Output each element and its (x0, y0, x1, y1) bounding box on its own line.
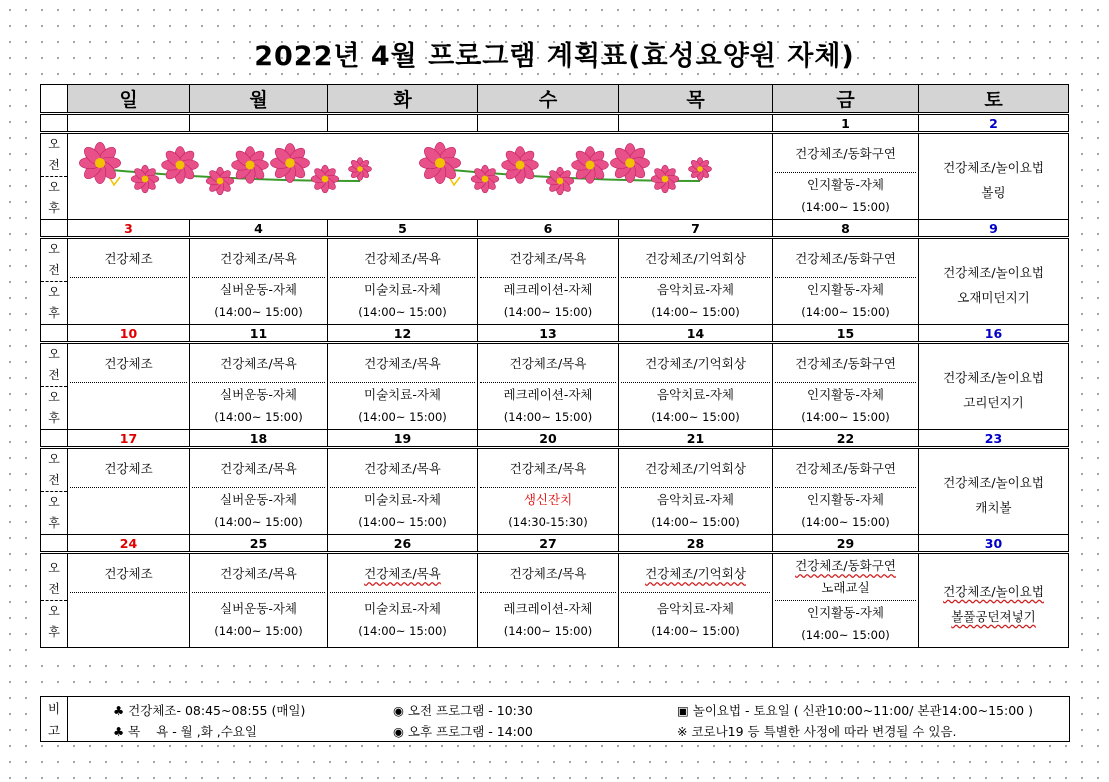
remarks-label-1: 비 (47, 701, 61, 716)
date-cell: 7 (619, 220, 773, 238)
schedule-cell (773, 238, 919, 325)
date-cell: 26 (328, 535, 478, 553)
pm-program: 인지활동-자체 (807, 387, 884, 402)
am-program: 건강체조/목욕 (364, 356, 441, 371)
schedule-cell (619, 343, 773, 430)
side-label: 후 (48, 516, 60, 530)
am-pm-label (41, 448, 68, 535)
pm-program: 레크레이션-자체 (503, 282, 593, 297)
sunday-cell (68, 343, 190, 430)
am-program: 건강체조/기억회상 (645, 566, 746, 581)
side-label: 후 (48, 625, 60, 639)
date-cell: 1 (773, 114, 919, 133)
pm-time: (14:00~ 15:00) (801, 410, 890, 424)
am-pm-label (41, 343, 68, 430)
date-row (41, 114, 1069, 133)
week-row (41, 133, 1069, 220)
am-program-2: 노래교실 (821, 580, 870, 595)
schedule-cell (190, 448, 328, 535)
saturday-cell (919, 238, 1069, 325)
side-label: 전 (41, 579, 67, 601)
pm-time: (14:00~ 15:00) (801, 305, 890, 319)
date-cell: 13 (478, 325, 619, 343)
side-label: 전 (41, 365, 67, 387)
pm-program: 레크레이션-자체 (503, 387, 593, 402)
pm-program: 실버운동-자체 (220, 492, 297, 507)
schedule-cell (190, 553, 328, 648)
note-exercise-time: ♣ 건강체조- 08:45~08:55 (매일) (113, 703, 306, 718)
saturday-cell (919, 133, 1069, 220)
am-pm-label (41, 553, 68, 648)
am-program: 건강체조/동화구연 (795, 251, 896, 266)
pm-program: 인지활동-자체 (807, 177, 884, 192)
schedule-cell (328, 448, 478, 535)
pm-time: (14:00~ 15:00) (358, 410, 447, 424)
page-title: 2022년 4월 프로그램 계획표(효성요양원 자체) (254, 41, 855, 72)
date-cell: 4 (190, 220, 328, 238)
sat-activity: 볼풀공던져넣기 (951, 608, 1036, 624)
note-play-therapy: ▣ 놀이요법 - 토요일 ( 신관10:00~11:00/ 본관14:00~15:00 ) (677, 703, 1033, 718)
note-covid-change: ※ 코로나19 등 특별한 사정에 따라 변경될 수 있음. (677, 724, 957, 739)
am-program: 건강체조/목욕 (509, 566, 587, 581)
am-program: 건강체조/목욕 (509, 461, 587, 476)
am-program: 건강체조/목욕 (220, 461, 297, 476)
calendar-table (40, 84, 1069, 648)
pm-program: 미술치료-자체 (364, 492, 441, 507)
date-cell: 5 (328, 220, 478, 238)
schedule-cell (190, 238, 328, 325)
saturday-cell (919, 343, 1069, 430)
am-program: 건강체조 (70, 344, 187, 383)
pm-time: (14:00~ 15:00) (503, 410, 593, 424)
pm-program: 미술치료-자체 (364, 282, 441, 297)
schedule-cell (478, 553, 619, 648)
side-label: 오 (48, 242, 60, 256)
date-row (41, 535, 1069, 553)
date-cell: 15 (773, 325, 919, 343)
date-cell (68, 114, 190, 133)
side-label: 오 (48, 347, 60, 361)
pm-program: 미술치료-자체 (364, 601, 441, 616)
date-cell: 10 (68, 325, 190, 343)
sat-activity: 오재미던지기 (957, 289, 1030, 305)
am-program: 건강체조/기억회상 (645, 356, 746, 371)
date-row (41, 430, 1069, 448)
schedule-cell (328, 553, 478, 648)
pm-time: (14:00~ 15:00) (801, 200, 890, 214)
week-row (41, 343, 1069, 430)
date-cell: 22 (773, 430, 919, 448)
weeks-body (41, 220, 1069, 648)
schedule-cell (478, 343, 619, 430)
sunday-cell (68, 448, 190, 535)
pm-time: (14:00~ 15:00) (214, 305, 303, 319)
note-pm-program: ◉ 오후 프로그램 - 14:00 (393, 724, 533, 739)
date-row-side (41, 220, 68, 238)
side-label: 오 (48, 137, 60, 151)
schedule-cell (773, 448, 919, 535)
pm-time: (14:00~ 15:00) (801, 515, 890, 529)
pm-program: 음악치료-자체 (657, 387, 734, 402)
weekday-mon: 월 (190, 85, 328, 114)
sat-activity: 볼링 (981, 184, 1006, 200)
weekday-sun: 일 (68, 85, 190, 114)
saturday-cell (919, 553, 1069, 648)
am-pm-label (41, 238, 68, 325)
side-label: 후 (48, 201, 60, 215)
sat-program: 건강체조/놀이요법 (943, 583, 1044, 599)
weekday-wed: 수 (478, 85, 619, 114)
note-am-program: ◉ 오전 프로그램 - 10:30 (393, 703, 533, 718)
am-program: 건강체조/동화구연 (795, 461, 896, 476)
sunday-cell (68, 553, 190, 648)
am-program: 건강체조/기억회상 (645, 251, 746, 266)
remarks-box (40, 696, 1070, 742)
schedule-cell (619, 238, 773, 325)
date-cell: 9 (919, 220, 1069, 238)
pm-time: (14:00~ 15:00) (214, 515, 303, 529)
date-cell: 21 (619, 430, 773, 448)
flower-decoration-cell (68, 133, 773, 220)
date-cell (190, 114, 328, 133)
weekday-sat: 토 (919, 85, 1069, 114)
date-row-side (41, 535, 68, 553)
pm-time: (14:00~ 15:00) (214, 410, 303, 424)
schedule-cell (773, 133, 919, 220)
weekday-thu: 목 (619, 85, 773, 114)
schedule-cell (328, 238, 478, 325)
pm-time: (14:00~ 15:00) (503, 305, 593, 319)
am-program: 건강체조/목욕 (220, 251, 297, 266)
schedule-cell (619, 553, 773, 648)
pm-program: 실버운동-자체 (220, 387, 297, 402)
pm-time: (14:00~ 15:00) (358, 515, 447, 529)
pm-time: (14:00~ 15:00) (651, 410, 740, 424)
pm-time: (14:00~ 15:00) (651, 515, 740, 529)
remarks-label-2: 고 (47, 723, 61, 738)
pm-program: 음악치료-자체 (657, 601, 734, 616)
schedule-cell (619, 448, 773, 535)
date-cell: 27 (478, 535, 619, 553)
am-program: 건강체조/동화구연 (795, 356, 896, 371)
date-cell: 17 (68, 430, 190, 448)
pm-time: (14:00~ 15:00) (358, 305, 447, 319)
am-program: 건강체조/목욕 (509, 356, 587, 371)
pm-program: 미술치료-자체 (364, 387, 441, 402)
date-cell: 25 (190, 535, 328, 553)
schedule-cell (478, 448, 619, 535)
am-program: 건강체조/목욕 (220, 566, 297, 581)
date-cell: 3 (68, 220, 190, 238)
side-label: 오 (48, 180, 60, 194)
sat-program: 건강체조/놀이요법 (943, 369, 1044, 385)
side-label: 후 (48, 411, 60, 425)
date-row-side (41, 325, 68, 343)
calendar-sheet (40, 84, 1068, 662)
remarks-label (41, 697, 68, 741)
pm-program: 인지활동-자체 (807, 492, 884, 507)
pm-time: (14:00~ 15:00) (801, 628, 890, 642)
saturday-cell (919, 448, 1069, 535)
date-cell (328, 114, 478, 133)
date-cell: 11 (190, 325, 328, 343)
sat-program: 건강체조/놀이요법 (943, 159, 1044, 175)
am-program: 건강체조/목욕 (364, 461, 441, 476)
schedule-cell (478, 238, 619, 325)
side-label: 전 (41, 260, 67, 282)
pm-time: (14:00~ 15:00) (214, 624, 303, 638)
date-cell: 14 (619, 325, 773, 343)
sat-activity: 캐치볼 (975, 499, 1012, 515)
sat-program: 건강체조/놀이요법 (943, 474, 1044, 490)
sat-activity: 고리던지기 (963, 394, 1024, 410)
sat-program: 건강체조/놀이요법 (943, 264, 1044, 280)
weekday-tue: 화 (328, 85, 478, 114)
week-row (41, 448, 1069, 535)
side-label: 오 (48, 561, 60, 575)
date-cell: 20 (478, 430, 619, 448)
date-row-side (41, 430, 68, 448)
side-label: 전 (41, 155, 67, 177)
am-pm-label (41, 133, 68, 220)
pm-time: (14:00~ 15:00) (503, 624, 593, 638)
date-cell (478, 114, 619, 133)
pm-time: (14:00~ 15:00) (651, 624, 740, 638)
date-cell: 8 (773, 220, 919, 238)
date-cell: 24 (68, 535, 190, 553)
am-program: 건강체조/동화구연 (775, 134, 916, 173)
schedule-cell (190, 343, 328, 430)
pm-program: 음악치료-자체 (657, 282, 734, 297)
date-cell: 6 (478, 220, 619, 238)
side-label: 오 (48, 452, 60, 466)
date-cell: 19 (328, 430, 478, 448)
side-label: 오 (48, 604, 60, 618)
schedule-cell (328, 343, 478, 430)
date-row (41, 220, 1069, 238)
date-row-side (41, 114, 68, 133)
am-program: 건강체조 (70, 239, 187, 278)
am-program: 건강체조/목욕 (364, 251, 441, 266)
date-cell: 28 (619, 535, 773, 553)
pm-time: (14:00~ 15:00) (651, 305, 740, 319)
week-row (41, 553, 1069, 648)
flower-decoration-icon (68, 135, 773, 219)
am-program: 건강체조 (70, 554, 187, 593)
date-cell: 12 (328, 325, 478, 343)
pm-program: 레크레이션-자체 (503, 601, 593, 616)
side-label: 후 (48, 306, 60, 320)
side-label: 오 (48, 390, 60, 404)
weekday-header-row (41, 85, 1069, 114)
pm-time: (14:00~ 15:00) (358, 624, 447, 638)
week-row (41, 238, 1069, 325)
pm-program: 인지활동-자체 (807, 605, 884, 620)
pm-program: 실버운동-자체 (220, 282, 297, 297)
pm-time: (14:30-15:30) (508, 515, 588, 529)
date-cell: 16 (919, 325, 1069, 343)
side-label: 전 (41, 470, 67, 492)
am-program: 건강체조/목욕 (220, 356, 297, 371)
pm-program: 음악치료-자체 (657, 492, 734, 507)
date-cell: 29 (773, 535, 919, 553)
date-cell: 30 (919, 535, 1069, 553)
side-label: 오 (48, 285, 60, 299)
schedule-cell (773, 553, 919, 648)
corner-cell (41, 85, 68, 114)
am-program: 건강체조/동화구연 (795, 558, 896, 573)
pm-program: 실버운동-자체 (220, 601, 297, 616)
side-label: 오 (48, 495, 60, 509)
am-program: 건강체조/목욕 (364, 566, 441, 581)
date-cell: 2 (919, 114, 1069, 133)
schedule-cell (773, 343, 919, 430)
am-program: 건강체조 (70, 449, 187, 488)
date-cell (619, 114, 773, 133)
am-program: 건강체조/목욕 (509, 251, 587, 266)
sunday-cell (68, 238, 190, 325)
am-program: 건강체조/기억회상 (645, 461, 746, 476)
date-cell: 23 (919, 430, 1069, 448)
date-row (41, 325, 1069, 343)
weekday-fri: 금 (773, 85, 919, 114)
note-bath-days: ♣ 목 욕 - 월 ,화 ,수요일 (113, 724, 257, 739)
pm-program: 생신잔치 (523, 492, 573, 507)
date-cell: 18 (190, 430, 328, 448)
pm-program: 인지활동-자체 (807, 282, 884, 297)
